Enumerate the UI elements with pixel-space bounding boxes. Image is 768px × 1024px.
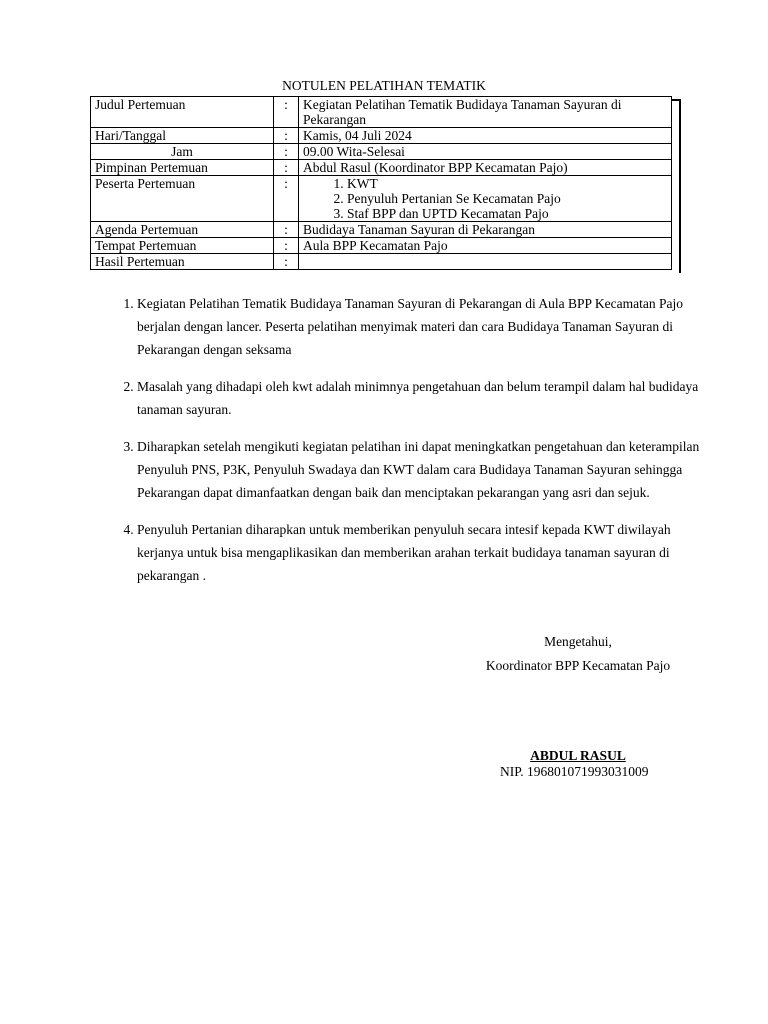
list-item: 1. Kegiatan Pelatihan Tematik Budidaya Tanaman Sayuran di Pekarangan di Aula BPP Kecamatan Pajo berjalan dengan lancer. Peserta pelatihan menyimak materi dan cara Budidaya Tanaman Sayuran di Pekarangan dengan seksama bbox=[137, 292, 705, 361]
row-value-hasil bbox=[299, 254, 672, 270]
table-row bbox=[91, 97, 672, 128]
list-item: 2. Penyuluh Pertanian Se Kecamatan Pajo bbox=[347, 191, 667, 206]
row-label-judul: Judul Pertemuan bbox=[91, 97, 274, 128]
results-list bbox=[112, 292, 705, 601]
signature-acknowledged: Mengetahui, bbox=[544, 634, 612, 649]
row-value-hari: Kamis, 04 Juli 2024 bbox=[299, 128, 672, 144]
row-value-judul: Kegiatan Pelatihan Tematik Budidaya Tanaman Sayuran di Pekarangan bbox=[299, 97, 672, 128]
table-row bbox=[91, 128, 672, 144]
row-label-hari: Hari/Tanggal bbox=[91, 128, 274, 144]
signature-name: ABDUL RASUL bbox=[530, 748, 626, 763]
row-value-peserta bbox=[299, 176, 672, 222]
row-label-pimpinan: Pimpinan Pertemuan bbox=[91, 160, 274, 176]
row-separator: : bbox=[274, 160, 299, 176]
table-row bbox=[91, 254, 672, 270]
table-row bbox=[91, 176, 672, 222]
row-separator: : bbox=[274, 254, 299, 270]
list-item: 4. Penyuluh Pertanian diharapkan untuk memberikan penyuluh secara intesif kepada KWT diwilayah kerjanya untuk bisa mengaplikasikan dan memberikan arahan terkait budidaya tanaman sayuran di pekarangan . bbox=[137, 518, 705, 587]
document-title: NOTULEN PELATIHAN TEMATIK bbox=[282, 78, 486, 93]
row-separator: : bbox=[274, 144, 299, 160]
row-label-agenda: Agenda Pertemuan bbox=[91, 222, 274, 238]
participant-list bbox=[303, 176, 667, 221]
row-separator: : bbox=[274, 176, 299, 222]
row-value-jam: 09.00 Wita-Selesai bbox=[299, 144, 672, 160]
row-label-hasil: Hasil Pertemuan bbox=[91, 254, 274, 270]
row-separator: : bbox=[274, 97, 299, 128]
row-value-agenda: Budidaya Tanaman Sayuran di Pekarangan bbox=[299, 222, 672, 238]
row-label-tempat: Tempat Pertemuan bbox=[91, 238, 274, 254]
meeting-info-table-wrapper bbox=[90, 96, 678, 270]
row-label-jam: Jam bbox=[91, 144, 274, 160]
row-separator: : bbox=[274, 128, 299, 144]
table-row bbox=[91, 160, 672, 176]
row-value-tempat: Aula BPP Kecamatan Pajo bbox=[299, 238, 672, 254]
list-item: 2. Masalah yang dihadapi oleh kwt adalah minimnya pengetahuan dan belum terampil dalam hal budidaya tanaman sayuran. bbox=[137, 375, 705, 421]
table-row bbox=[91, 144, 672, 160]
list-item: 3. Diharapkan setelah mengikuti kegiatan pelatihan ini dapat meningkatkan pengetahuan dan keterampilan Penyuluh PNS, P3K, Penyuluh Swadaya dan KWT dalam cara Budidaya Tanaman Sayuran sehingga Pekarangan dapat dimanfaatkan dengan baik dan menciptakan pekarangan yang asri dan sejuk. bbox=[137, 435, 705, 504]
list-item: 1. KWT bbox=[347, 176, 667, 191]
meeting-info-table bbox=[90, 96, 672, 270]
list-item: 3. Staf BPP dan UPTD Kecamatan Pajo bbox=[347, 206, 667, 221]
table-row bbox=[91, 222, 672, 238]
signature-nip: NIP. 196801071993031009 bbox=[500, 764, 649, 779]
row-separator: : bbox=[274, 222, 299, 238]
row-label-peserta: Peserta Pertemuan bbox=[91, 176, 274, 222]
row-value-pimpinan: Abdul Rasul (Koordinator BPP Kecamatan Pajo) bbox=[299, 160, 672, 176]
signature-position: Koordinator BPP Kecamatan Pajo bbox=[485, 658, 671, 673]
row-separator: : bbox=[274, 238, 299, 254]
table-row bbox=[91, 238, 672, 254]
